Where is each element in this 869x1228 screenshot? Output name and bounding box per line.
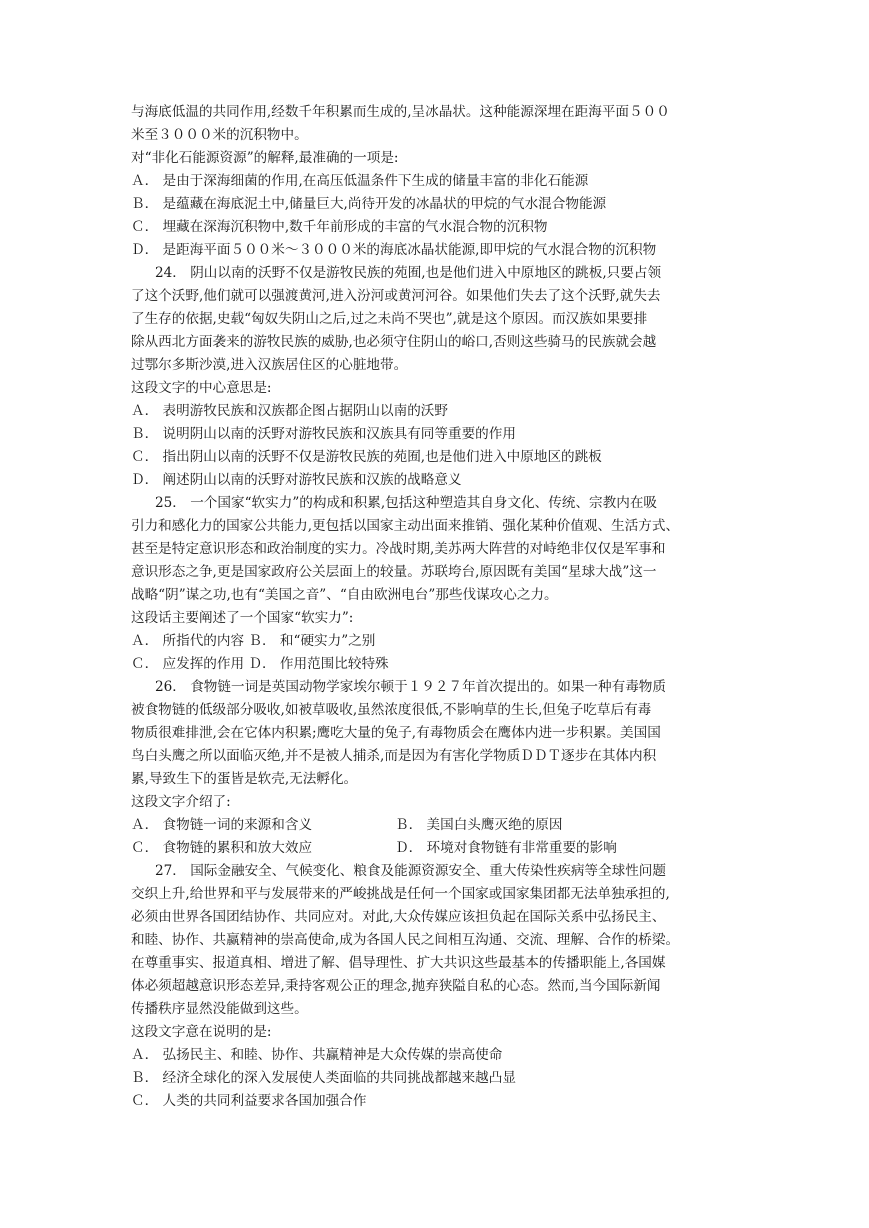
exam-page (131, 101, 746, 1113)
option-cd: Ｃ． 应发挥的作用 Ｄ． 作用范围比较特殊 (131, 656, 389, 672)
option-a: Ａ． 表明游牧民族和汉族都企图占据阴山以南的沃野 (131, 403, 448, 419)
passage-line: 必须由世界各国团结协作、共同应对。对此,大众传媒应该担负起在国际关系中弘扬民主、 (131, 909, 666, 925)
passage-line: 战略“阴”谋之功,也有“美国之音”、“自由欧洲电台”那些伐谋攻心之力。 (131, 587, 558, 603)
question-stem: 这段话主要阐述了一个国家“软实力”: (131, 610, 354, 626)
question-stem: 这段文字介绍了: (131, 794, 231, 810)
option-row (131, 814, 746, 837)
passage-line: 除从西北方面袭来的游牧民族的威胁,也必须守住阴山的峪口,否则这些骑马的民族就会越 (131, 334, 657, 350)
passage-line: 被食物链的低级部分吸收,如被草吸收,虽然浓度很低,不影响草的生长,但兔子吃草后有毒 (131, 702, 652, 718)
option-a: Ａ． 弘扬民主、和睦、协作、共赢精神是大众传媒的崇高使命 (131, 1047, 503, 1063)
question-stem: 对“非化石能源资源”的解释,最准确的一项是: (131, 150, 399, 166)
passage-line: 引力和感化力的国家公共能力,更包括以国家主动出面来推销、强化某种价值观、生活方式、 (131, 518, 680, 534)
passage-line: 了生存的依据,史载“匈奴失阴山之后,过之未尚不哭也”,就是这个原因。而汉族如果要排 (131, 311, 648, 327)
option-d: Ｄ． 环境对食物链有非常重要的影响 (395, 840, 617, 856)
option-b: Ｂ． 经济全球化的深入发展使人类面临的共同挑战都越来越凸显 (131, 1070, 516, 1086)
passage-line: 甚至是特定意识形态和政治制度的实力。冷战时期,美苏两大阵营的对峙绝非仅仅是军事和 (131, 541, 666, 557)
option-a: Ａ． 食物链一词的来源和含义 (131, 817, 313, 833)
passage-line: 与海底低温的共同作用,经数千年积累而生成的,呈冰晶状。这种能源深埋在距海平面５００ (131, 104, 670, 120)
option-b: Ｂ． 美国白头鹰灭绝的原因 (395, 817, 563, 833)
passage-line: 米至３０００米的沉积物中。 (131, 127, 308, 143)
passage-line: 交织上升,给世界和平与发展带来的严峻挑战是任何一个国家或国家集团都无法单独承担的, (131, 886, 670, 902)
passage-line: 24． 阴山以南的沃野不仅是游牧民族的苑囿,也是他们进入中原地区的跳板,只要占领 (155, 265, 662, 281)
passage-line: 体必须超越意识形态差异,秉持客观公正的理念,抛弃狭隘自私的心态。然而,当今国际新闻 (131, 978, 661, 994)
option-c: Ｃ． 埋藏在深海沉积物中,数千年前形成的丰富的气水混合物的沉积物 (131, 219, 548, 235)
passage-line: 了这个沃野,他们就可以强渡黄河,进入汾河或黄河河谷。如果他们失去了这个沃野,就失去 (131, 288, 661, 304)
passage-line: 25． 一个国家“软实力”的构成和积累,包括这种塑造其自身文化、传统、宗教内在吸 (155, 495, 658, 511)
option-row (131, 837, 746, 860)
passage-line: 传播秩序显然没能做到这些。 (131, 1001, 308, 1017)
question-stem: 这段文字意在说明的是: (131, 1024, 272, 1040)
option-c: Ｃ． 人类的共同利益要求各国加强合作 (131, 1093, 367, 1109)
passage-line: 和睦、协作、共赢精神的崇高使命,成为各国人民之间相互沟通、交流、理解、合作的桥梁。 (131, 932, 680, 948)
option-ab: Ａ． 所指代的内容 Ｂ． 和“硬实力”之别 (131, 633, 376, 649)
passage-line: 鸟白头鹰之所以面临灭绝,并不是被人捕杀,而是因为有害化学物质ＤＤＴ逐步在其体内积 (131, 748, 657, 764)
option-d: Ｄ． 是距海平面５００米～３０００米的海底冰晶状能源,即甲烷的气水混合物的沉积物 (131, 242, 657, 258)
option-d: Ｄ． 阐述阴山以南的沃野对游牧民族和汉族的战略意义 (131, 472, 462, 488)
question-stem: 这段文字的中心意思是: (131, 380, 272, 396)
option-b: Ｂ． 说明阴山以南的沃野对游牧民族和汉族具有同等重要的作用 (131, 426, 516, 442)
option-c: Ｃ． 指出阴山以南的沃野不仅是游牧民族的苑囿,也是他们进入中原地区的跳板 (131, 449, 602, 465)
option-b: Ｂ． 是蕴藏在海底泥土中,储量巨大,尚待开发的冰晶状的甲烷的气水混合物能源 (131, 196, 607, 212)
option-a: Ａ． 是由于深海细菌的作用,在高压低温条件下生成的储量丰富的非化石能源 (131, 173, 589, 189)
passage-line: 过鄂尔多斯沙漠,进入汉族居住区的心脏地带。 (131, 357, 408, 373)
passage-line: 27． 国际金融安全、气候变化、粮食及能源资源安全、重大传染性疾病等全球性问题 (155, 863, 666, 879)
passage-line: 意识形态之争,更是国家政府公关层面上的较量。苏联垮台,原因既有美国“星球大战”这一 (131, 564, 657, 580)
passage-line: 物质很难排泄,会在它体内积累;鹰吃大量的兔子,有毒物质会在鹰体内进一步积累。美国国 (131, 725, 661, 741)
passage-line: 26． 食物链一词是英国动物学家埃尔顿于１９２７年首次提出的。如果一种有毒物质 (155, 679, 666, 695)
passage-line: 在尊重事实、报道真相、增进了解、倡导理性、扩大共识这些最基本的传播职能上,各国媒 (131, 955, 666, 971)
passage-line: 累,导致生下的蛋皆是软壳,无法孵化。 (131, 771, 358, 787)
option-c: Ｃ． 食物链的累积和放大效应 (131, 840, 313, 856)
